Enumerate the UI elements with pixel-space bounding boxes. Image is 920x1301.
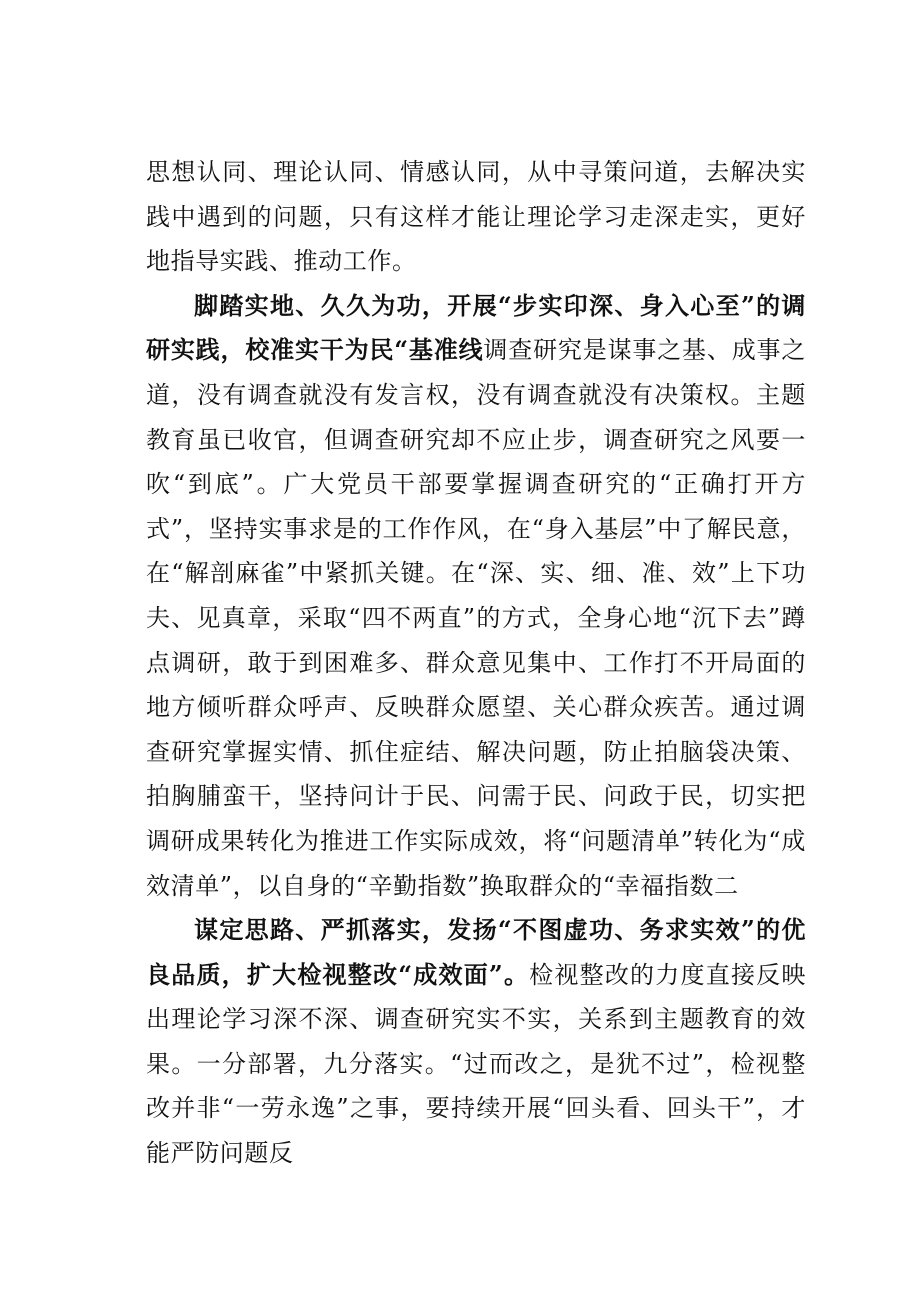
paragraph-text: 思想认同、理论认同、情感认同，从中寻策问道，去解决实践中遇到的问题，只有这样才能让理论学习走深走实，更好地指导实践、推动工作。	[146, 158, 806, 276]
document-body	[146, 150, 806, 1176]
paragraph-research-practice	[146, 284, 806, 908]
paragraph-continuation	[146, 150, 806, 284]
paragraph-text: 检视整改的力度直接反映出理论学习深不深、调查研究实不实，关系到主题教育的效果。一分部署，九分落实。“过而改之，是犹不过”，检视整改并非“一劳永逸”之事，要持续开展“回头看、回头干”，才能严防问题反	[146, 960, 806, 1168]
paragraph-text: 调查研究是谋事之基、成事之道，没有调查就没有发言权，没有调查就没有决策权。主题教育虽已收官，但调查研究却不应止步，调查研究之风要一吹“到底”。广大党员干部要掌握调查研究的“正确打开方式”，坚持实事求是的工作作风，在“身入基层”中了解民意，在“解剖麻雀”中紧抓关键。在“深、实、细、准、效”上下功夫、见真章，采取“四不两直”的方式，全身心地“沉下去”蹲点调研，敢于到困难多、群众意见集中、工作打不开局面的地方倾听群众呼声、反映群众愿望、关心群众疾苦。通过调查研究掌握实情、抓住症结、解决问题，防止拍脑袋决策、拍胸脯蛮干，坚持问计于民、问需于民、问政于民，切实把调研成果转化为推进工作实际成效，将“问题清单”转化为“成效清单”，以自身的“辛勤指数”换取群众的“幸福指数二	[146, 336, 806, 900]
paragraph-rectification	[146, 908, 806, 1176]
paragraph-heading: 脚踏实地、久久为功，开展“步实印深、身入心至”的调研实践，校准实干为民“基准线	[146, 290, 806, 365]
paragraph-heading: 谋定思路、严抓落实，发扬“不图虚功、务求实效”的优良品质，扩大检视整改“成效面”。	[146, 915, 806, 989]
